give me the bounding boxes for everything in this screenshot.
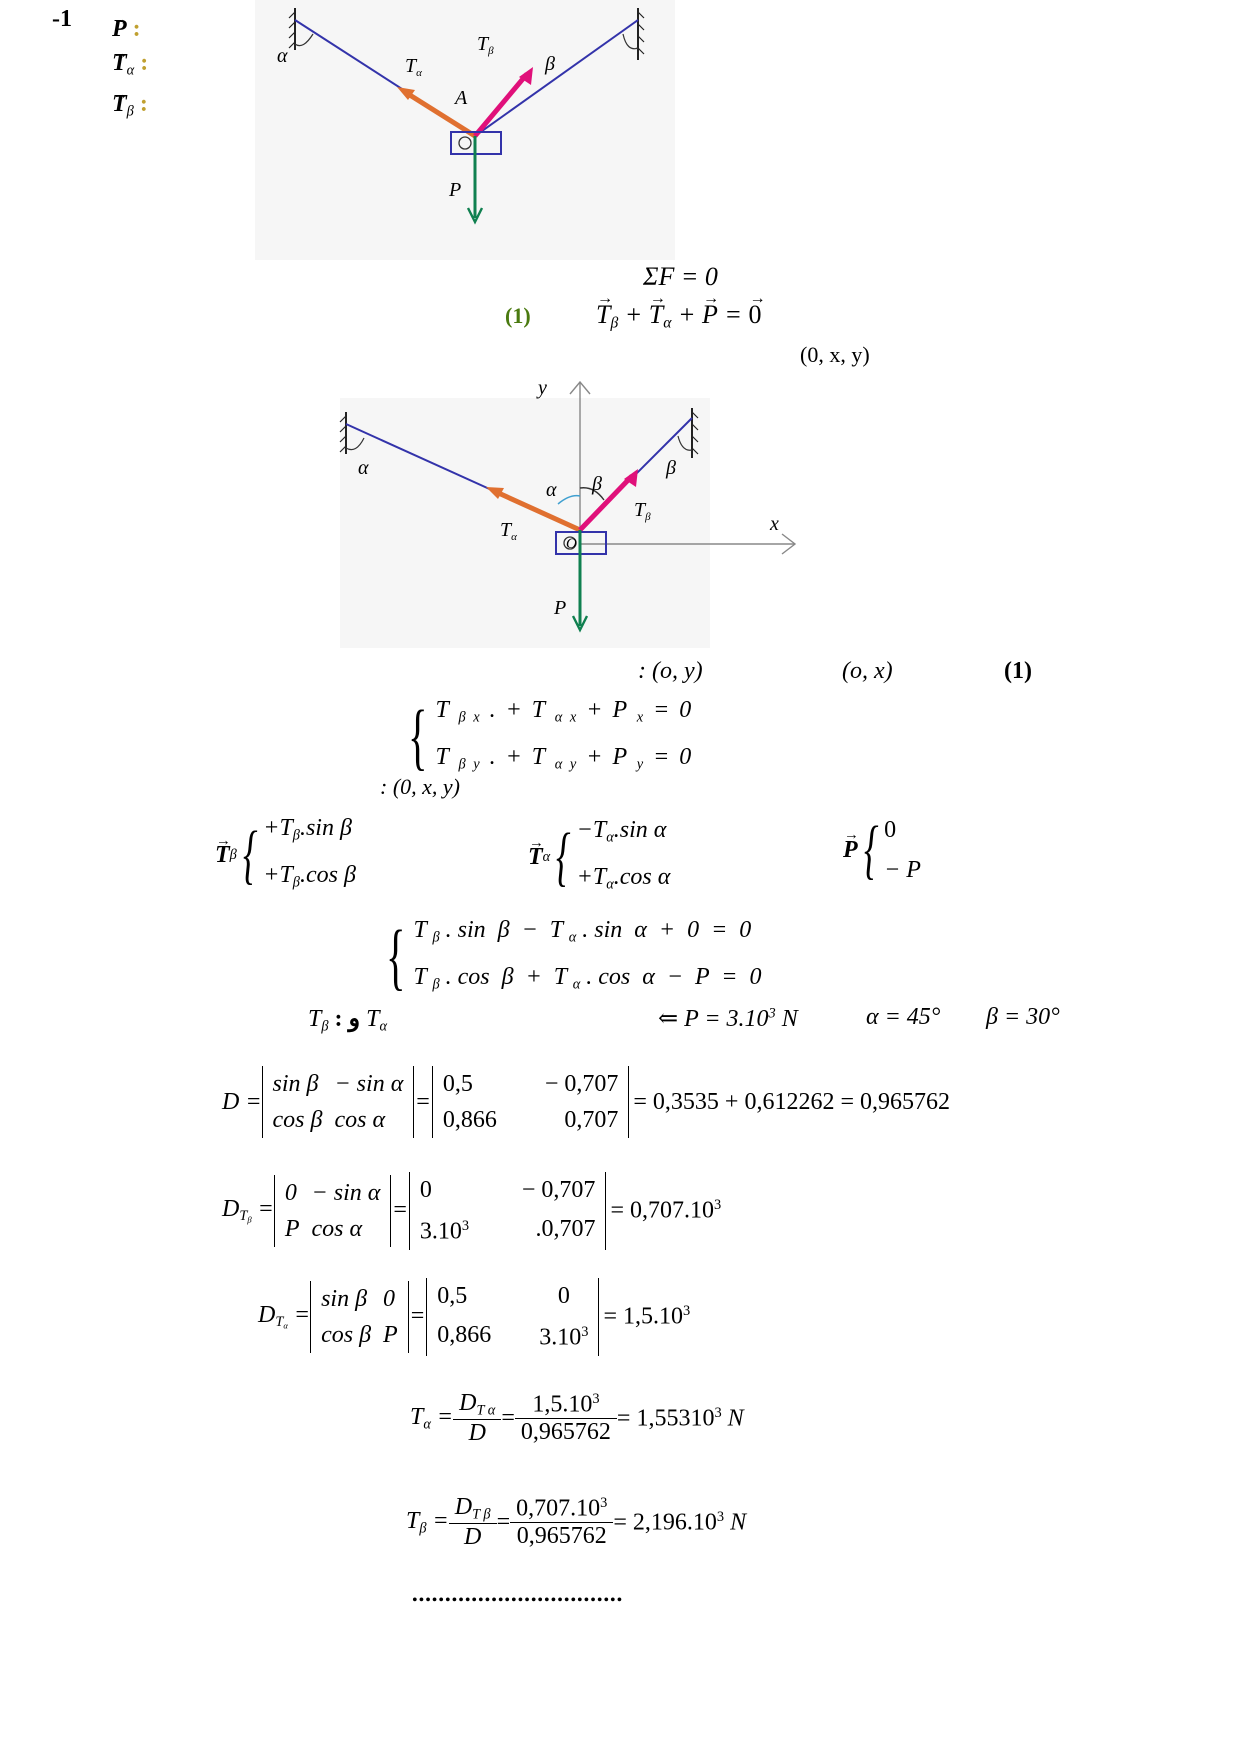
svg-text:P: P	[554, 597, 567, 619]
t-alpha-result: $T_\alpha$ = $\frac{D_{T \alpha}}{D}$ = $\frac{1,5.10^3}{0,965762}$ = $1,55310^3$ N	[410, 1390, 744, 1447]
svg-text:Tα: $T_\alpha$	[500, 519, 517, 543]
sum-equation: ΣF = 0	[643, 262, 718, 291]
svg-text:α: α	[358, 457, 369, 479]
diagram2-bg	[340, 398, 710, 648]
svg-text:β: β	[592, 473, 602, 495]
projection-oy: : (o, y)	[638, 658, 703, 684]
frame-label: (0, x, y)	[800, 342, 870, 367]
t-beta-result: $T_\beta$ = $\frac{D_{T \beta}}{D}$ = $\frac{0,707.10^3}{0,965762}$ = $2,196.10^3$ N	[406, 1494, 747, 1551]
projection-ox: (o, x)	[842, 658, 893, 684]
p-value: ⇐ $P = 3.10^3$ N	[658, 1005, 798, 1032]
label-a: A	[455, 87, 468, 109]
svg-text:Tβ: $T_\beta$	[634, 499, 651, 523]
axis-y-label: y	[538, 378, 547, 399]
legend: → P : → $T_\alpha$ : → $T_\beta$ :	[112, 12, 148, 129]
talpha-components: → T α { $-T_\alpha.\sin$ α $+T_\alpha.\cos$ α	[528, 810, 670, 905]
determinant-d-talpha: $D_{T_\alpha}$ = sin β 0 cos β P = 0,5 0 0,866 $3.10^3$ = $1,5.10^3$	[258, 1278, 690, 1356]
force-diagram-2	[330, 378, 810, 648]
force-diagram-1	[255, 0, 675, 260]
projection-label-1: (1)	[1004, 658, 1032, 684]
label-alpha: α	[277, 45, 288, 67]
tbeta-components: → T β { $+T_\beta.\sin$ β $+T_\beta.\cos$ β	[215, 808, 356, 903]
determinant-d: D = sin β − sin α cos β cos α = 0,5 − 0,707 0,866 0,707 = 0,3535 + 0,612262 = 0,965762	[222, 1066, 950, 1138]
axis-x-label: x	[770, 513, 779, 535]
alpha-value: α = 45°	[866, 1004, 941, 1030]
svg-text:α: α	[546, 479, 557, 501]
svg-text:O: O	[566, 536, 577, 552]
beta-value: β = 30°	[986, 1004, 1060, 1030]
svg-text:β: β	[666, 457, 676, 479]
separator-dots: ••••••••••••••••••••••••••••••••	[412, 1592, 624, 1609]
determinant-d-tbeta: $D_{T_\beta}$ = 0 − sin α P cos α = 0 − 0,707 3.10$^3$ .0,707 = $0,707.10^3$	[222, 1172, 721, 1250]
label-t-beta: $T_\beta$	[477, 33, 494, 57]
vector-equation: → $T_\beta$ + → $T_\alpha$ + → P = → 0	[596, 300, 761, 333]
frame-label-2: : (0, x, y)	[380, 774, 461, 799]
equation-label-1: (1)	[505, 303, 531, 328]
projection-system: { T $_{\beta x}$ . + T $_{\alpha x}$ + P $_x$ = 0 T $_{\beta y}$ . + T $_{\alpha y}$ + P $_y$ = 0	[407, 696, 694, 779]
label-p: P	[449, 179, 462, 201]
p-components: → P { 0 − P	[843, 810, 921, 890]
exercise-number: -1	[52, 6, 72, 32]
equation-system: { T $_\beta$ . sin β − T $_\alpha$ . sin α + 0 = 0 T $_\beta$ . cos β + T $_\alpha$ . cos α − P = 0	[385, 916, 762, 999]
unknowns: $T_\beta$ : و $T_\alpha$	[308, 1006, 388, 1035]
label-beta: β	[545, 53, 555, 75]
label-t-alpha: $T_\alpha$	[405, 55, 422, 79]
